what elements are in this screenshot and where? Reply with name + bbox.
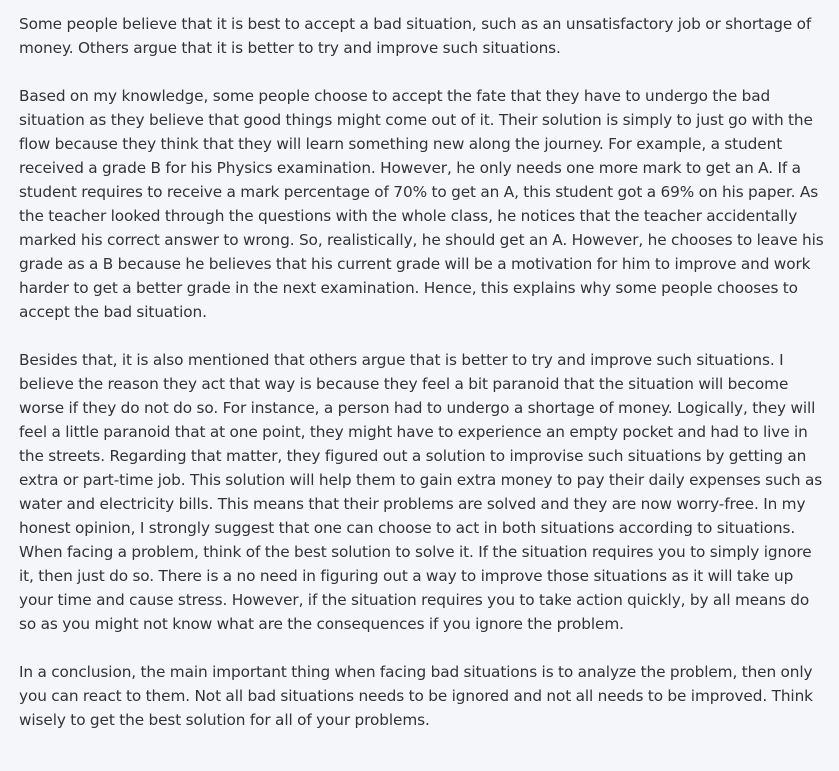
essay-paragraph-improve: Besides that, it is also mentioned that others argue that is better to try and improve such situations. I believe the reason they act that way is because they feel a bit paranoid that the situation will become worse if they do not do so. For instance, a person had to undergo a shortage of money. Logically, they will feel a little paranoid that at one point, they might have to experience an empty pocket and had to live in the streets. Regarding that matter, they figured out a solution to improvise such situations by getting an extra or part-time job. This solution will help them to gain extra money to pay their daily expenses such as water and electricity bills. This means that their problems are solved and they are now worry-free. In my honest opinion, I strongly suggest that one can choose to act in both situations according to situations. When facing a problem, think of the best solution to solve it. If the situation requires you to simply ignore it, then just do so. There is a no need in figuring out a way to improve those situations as it will take up your time and cause stress. However, if the situation requires you to take action quickly, by all means do so as you might not know what are the consequences if you ignore the problem.	[19, 351, 823, 633]
essay-paragraph-accept: Based on my knowledge, some people choose to accept the fate that they have to undergo the bad situation as they believe that good things might come out of it. Their solution is simply to just go with the flow because they think that they will learn something new along the journey. For example, a student received a grade B for his Physics examination. However, he only needs one more mark to get an A. If a student requires to receive a mark percentage of 70% to get an A, this student got a 69% on his paper. As the teacher looked through the questions with the whole class, he notices that the teacher accidentally marked his correct answer to wrong. So, realistically, he should get an A. However, he chooses to leave his grade as a B because he believes that his current grade will be a motivation for him to improve and work harder to get a better grade in the next examination. Hence, this explains why some people chooses to accept the bad situation.	[19, 87, 824, 321]
essay-paragraph-conclusion: In a conclusion, the main important thing when facing bad situations is to analyze the problem, then only you can react to them. Not all bad situations needs to be ignored and not all needs to be improved. Think wisely to get the best solution for all of your problems.	[19, 663, 813, 729]
essay-prompt-paragraph: Some people believe that it is best to accept a bad situation, such as an unsatisfactory job or shortage of money. Others argue that it is better to try and improve such situations.	[19, 15, 812, 57]
